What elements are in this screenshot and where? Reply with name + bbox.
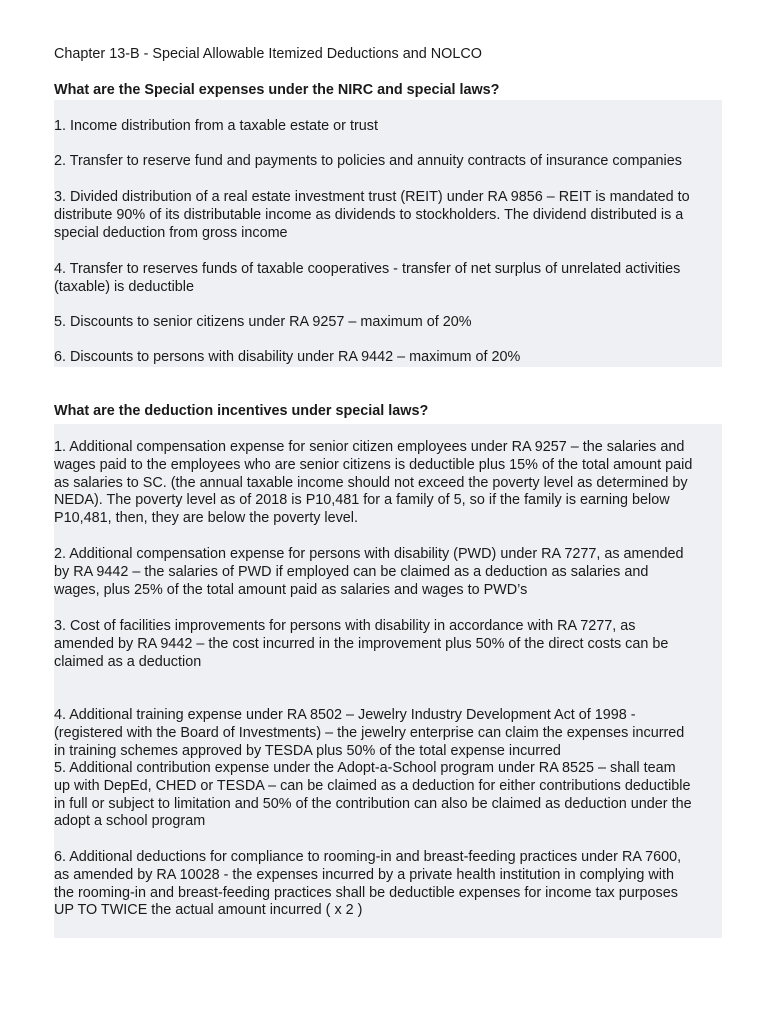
list-item-line: 5. Additional contribution expense under the Adopt-a-School program under RA 8525 – shall team: [54, 760, 676, 776]
list-item-line: in full or subject to limitation and 50% of the contribution can also be claimed as deduction under the: [54, 795, 692, 812]
list-item-line: 6. Additional deductions for compliance to rooming-in and breast-feeding practices under RA 7600,: [54, 849, 682, 865]
list-item-line: in training schemes approved by TESDA plus 50% of the total expense incurred: [54, 742, 561, 759]
list-item-line: (registered with the Board of Investments) – the jewelry enterprise can claim the expenses incurred: [54, 724, 685, 741]
list-item-line: by RA 9442 – the salaries of PWD if employed can be claimed as a deduction as salaries and: [54, 563, 649, 580]
section2-heading: [54, 403, 734, 421]
list-item-line: UP TO TWICE the actual amount incurred ( x 2 ): [54, 902, 363, 919]
title-text: Chapter 13-B - Special Allowable Itemized Deductions and NOLCO: [54, 46, 482, 62]
list-item-line: 1. Additional compensation expense for senior citizen employees under RA 9257 – the salaries and: [54, 439, 685, 455]
list-item-line: special deduction from gross income: [54, 224, 288, 241]
list-item: [54, 546, 734, 599]
heading-text: What are the Special expenses under the NIRC and special laws?: [54, 82, 500, 98]
list-item: [54, 349, 734, 367]
list-item: [54, 118, 734, 136]
section1-heading: [54, 82, 734, 100]
list-item-line: 4. Additional training expense under RA 8502 – Jewelry Industry Development Act of 1998 -: [54, 707, 636, 723]
list-item: [54, 439, 734, 528]
list-item-line: distribute 90% of its distributable income as dividends to stockholders. The dividend distributed is a: [54, 206, 684, 223]
list-item-line: wages paid to the employees who are senior citizens is deductible plus 15% of the total amount paid: [54, 456, 693, 473]
heading-text: What are the deduction incentives under special laws?: [54, 403, 429, 419]
list-item-line: amended by RA 9442 – the cost incurred in the improvement plus 50% of the direct costs can be: [54, 635, 669, 652]
list-item-line: adopt a school program: [54, 813, 206, 830]
list-item-line: claimed as a deduction: [54, 653, 202, 670]
list-item: [54, 189, 734, 242]
list-item: [54, 707, 734, 760]
list-item-line: wages, plus 25% of the total amount paid as salaries and wages to PWD’s: [54, 581, 528, 598]
list-item-line: 2. Additional compensation expense for persons with disability (PWD) under RA 7277, as amended: [54, 546, 684, 562]
list-item: [54, 314, 734, 332]
list-item: [54, 760, 734, 831]
list-item-line: the rooming-in and breast-feeding practices shall be deductible expenses for income tax purposes: [54, 884, 678, 901]
list-item-line: 5. Discounts to senior citizens under RA 9257 – maximum of 20%: [54, 314, 472, 330]
document-title: [54, 46, 734, 64]
list-item-line: 6. Discounts to persons with disability under RA 9442 – maximum of 20%: [54, 349, 521, 365]
list-item: [54, 618, 734, 671]
list-item-line: up with DepEd, CHED or TESDA – can be claimed as a deduction for either contributions deductible: [54, 777, 691, 794]
list-item-line: 1. Income distribution from a taxable estate or trust: [54, 118, 378, 134]
list-item: [54, 153, 734, 171]
list-item-line: P10,481, then, they are below the poverty level.: [54, 510, 358, 527]
list-item-line: 4. Transfer to reserves funds of taxable cooperatives - transfer of net surplus of unrelated activities: [54, 261, 681, 277]
list-item-line: as salaries to SC. (the annual taxable income should not exceed the poverty level as determined by: [54, 474, 688, 491]
list-item-line: (taxable) is deductible: [54, 278, 194, 295]
list-item-line: 3. Cost of facilities improvements for persons with disability in accordance with RA 7277, as: [54, 618, 636, 634]
list-item-line: NEDA). The poverty level as of 2018 is P10,481 for a family of 5, so if the family is earning below: [54, 492, 670, 509]
list-item-line: as amended by RA 10028 - the expenses incurred by a private health institution in complying with: [54, 866, 674, 883]
list-item-line: 3. Divided distribution of a real estate investment trust (REIT) under RA 9856 – REIT is mandated to: [54, 189, 690, 205]
list-item: [54, 849, 734, 920]
list-item-line: 2. Transfer to reserve fund and payments to policies and annuity contracts of insurance companies: [54, 153, 682, 169]
list-item: [54, 261, 734, 297]
